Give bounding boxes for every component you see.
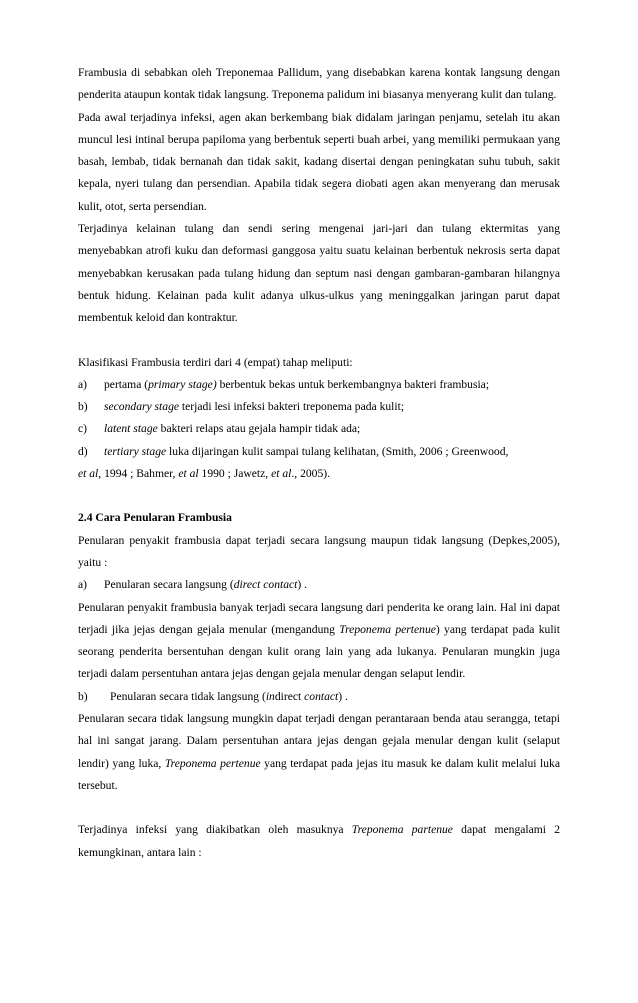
section-heading: 2.4 Cara Penularan Frambusia xyxy=(78,511,232,525)
paragraph-bone-lesions: Terjadinya kelainan tulang dan sendi sering mengenai jari-jari dan tulang ektermitas yang menyebabkan atrofi kuku dan deformasi ganggosa yaitu suatu kelainan berbentuk nekrosis serta dapat menyebabkan kerusakan pada tulang hidung dan septum nasi dengan gambaran-gambaran hilangnya bentuk hidung. Kelainan pada kulit adanya ulkus-ulkus yang meninggalkan jaringan parut dapat membentuk keloid dan kontraktur. xyxy=(78,222,560,325)
document-page xyxy=(78,62,560,864)
paragraph-infection-onset: Pada awal terjadinya infeksi, agen akan berkembang biak didalam jaringan penjamu, setelah itu akan muncul lesi intinal berupa papiloma yang berbentuk seperti buah arbei, yang memiliki permukaan yang basah, lembab, tidak bernanah dan tidak sakit, kadang disertai dengan peningkatan suhu tubuh, sakit kepala, nyeri tulang dan persendian. Apabila tidak segera diobati agen akan menyerang dan merusak kulit, otot, serta persendian. xyxy=(78,110,560,213)
stage-item-tertiary: d) tertiary stage luka dijaringan kulit sampai tulang kelihatan, (Smith, 2006 ; Greenwood, xyxy=(78,444,509,458)
mode-item-indirect: b) Penularan secara tidak langsung (indirect contact) . xyxy=(78,689,348,703)
paragraph-transmission-intro: Penularan penyakit frambusia dapat terjadi secara langsung maupun tidak langsung (Depkes,2005), yaitu : xyxy=(78,533,560,569)
mode-item-direct: a) Penularan secara langsung (direct contact) . xyxy=(78,578,308,592)
stage-item-secondary: b) secondary stage terjadi lesi infeksi bakteri treponema pada kulit; xyxy=(78,400,405,414)
paragraph-indirect-transmission: Penularan secara tidak langsung mungkin dapat terjadi dengan perantaraan benda atau serangga, tetapi hal ini sangat jarang. Dalam persentuhan antara jejas dengan gejala menular dengan kulit (selaput lendir) yang luka, Treponema pertenue yang terdapat pada jejas itu masuk ke dalam kulit melalui luka tersebut. xyxy=(78,712,560,792)
paragraph-classification: Klasifikasi Frambusia terdiri dari 4 (empat) tahap meliputi: xyxy=(78,355,353,369)
citation-line: et al, 1994 ; Bahmer, et al 1990 ; Jawetz, et al., 2005). xyxy=(78,467,331,481)
paragraph-direct-transmission: Penularan penyakit frambusia banyak terjadi secara langsung dari penderita ke orang lain. Hal ini dapat terjadi jika jejas dengan gejala menular (mengandung Treponema pertenue) yang terdapat pada kulit seorang penderita bersentuhan dengan kulit orang lain yang ada lukanya. Penularan mungkin juga terjadi dalam persentuhan antara jejas dengan gejala menular dengan selaput lendir. xyxy=(78,600,560,681)
stage-item-latent: c) latent stage bakteri relaps atau gejala hampir tidak ada; xyxy=(78,422,361,436)
paragraph-cause: Frambusia di sebabkan oleh Treponemaa Pallidum, yang disebabkan karena kontak langsung dengan penderita ataupun kontak tidak langsung. Treponema palidum ini biasanya menyerang kulit dan tulang. xyxy=(78,66,560,102)
paragraph-infection-outcomes: Terjadinya infeksi yang diakibatkan oleh masuknya Treponema partenue dapat mengalami 2 kemungkinan, antara lain : xyxy=(78,823,561,859)
stage-item-primary: a) pertama (primary stage) berbentuk bekas untuk berkembangnya bakteri frambusia; xyxy=(78,377,490,391)
